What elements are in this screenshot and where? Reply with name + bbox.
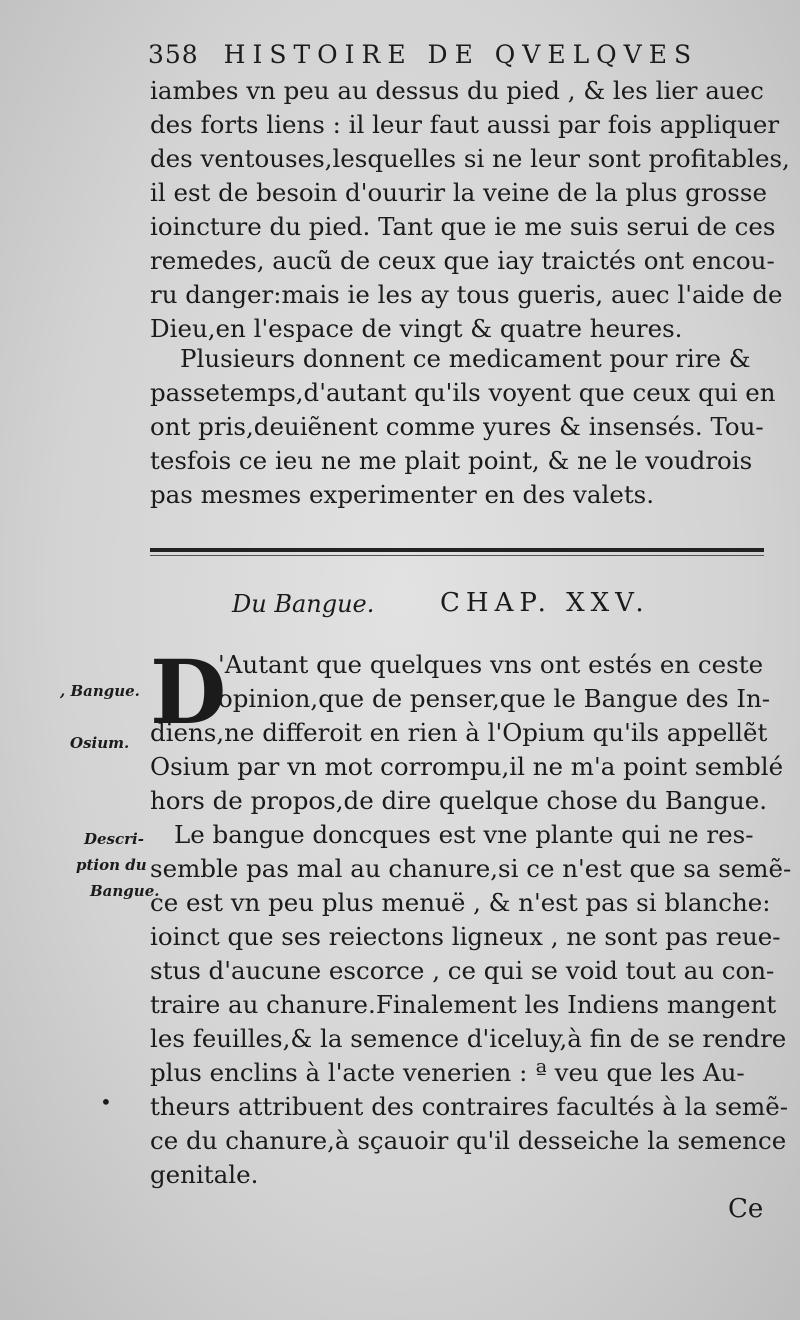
text-line: ru danger:mais ie les ay tous gueris, auec l'aide de [150,280,783,309]
top-paragraph [150,74,790,346]
section-rule-thin [150,555,764,556]
margin-note-description: ption du [76,856,147,874]
text-line: des ventouses,lesquelles si ne leur sont profitables, [150,144,790,173]
text-line: iambes vn peu au dessus du pied , & les lier auec [150,76,764,105]
text-line: Osium par vn mot corrompu,il ne m'a point semblé [150,752,784,781]
chapter-title: Du Bangue. [232,590,375,618]
text-line: stus d'aucune escorce , ce qui se void tout au con- [150,956,775,985]
text-line: Plusieurs donnent ce medicament pour rire & [180,344,751,373]
catchword: Ce [728,1194,764,1224]
margin-note-bangue: , Bangue. [60,682,140,700]
text-line: 'Autant que quelques vns ont estés en ceste [218,650,764,679]
text-line: ont pris,deuiẽnent comme yures & insensés. Tou- [150,412,764,441]
text-line: remedes, aucũ de ceux que iay traictés ont encou- [150,246,775,275]
text-line: traire au chanure.Finalement les Indiens mangent [150,990,777,1019]
text-line: pas mesmes experimenter en des valets. [150,480,655,509]
second-paragraph [150,342,776,512]
text-line: plus enclins à l'acte venerien : ª veu que les Au- [150,1058,745,1087]
text-line: des forts liens : il leur faut aussi par fois appliquer [150,110,780,139]
margin-note-description: Bangue. [90,882,160,900]
chapter-paragraph [150,716,791,1192]
text-line: ce est vn peu plus menuë , & n'est pas si blanche: [150,888,771,917]
text-line: ce du chanure,à sçauoir qu'il desseiche la semence [150,1126,787,1155]
text-line: ioinct que ses reiectons ligneux , ne sont pas reue- [150,922,781,951]
text-line: semble pas mal au chanure,si ce n'est que sa semẽ- [150,854,792,883]
text-line: passetemps,d'autant qu'ils voyent que ceux qui en [150,378,776,407]
margin-bullet: • [100,1090,112,1114]
page-number: 358 [148,40,199,69]
text-line: Le bangue doncques est vne plante qui ne res- [174,820,754,849]
text-line: Dieu,en l'espace de vingt & quatre heures. [150,314,683,343]
margin-note-osium: Osium. [70,734,130,752]
text-line: il est de besoin d'ouurir la veine de la plus grosse [150,178,767,207]
running-header [148,40,698,69]
margin-note-description: Descri- [84,830,144,848]
text-line: opinion,que de penser,que le Bangue des In- [218,684,771,713]
drop-cap: D [150,640,227,744]
running-title: HISTOIRE DE QVELQVES [223,40,699,69]
text-line: genitale. [150,1160,259,1189]
chapter-opening-lines [218,648,770,716]
text-line: tesfois ce ieu ne me plait point, & ne le voudrois [150,446,753,475]
text-line: theurs attribuent des contraires facultés à la semẽ- [150,1092,788,1121]
chapter-number: CHAP. XXV. [440,588,650,618]
text-line: diens,ne differoit en rien à l'Opium qu'ils appellẽt [150,718,768,747]
section-rule [150,548,764,552]
text-line: les feuilles,& la semence d'iceluy,à fin de se rendre [150,1024,787,1053]
text-line: hors de propos,de dire quelque chose du Bangue. [150,786,768,815]
text-line: ioincture du pied. Tant que ie me suis serui de ces [150,212,776,241]
